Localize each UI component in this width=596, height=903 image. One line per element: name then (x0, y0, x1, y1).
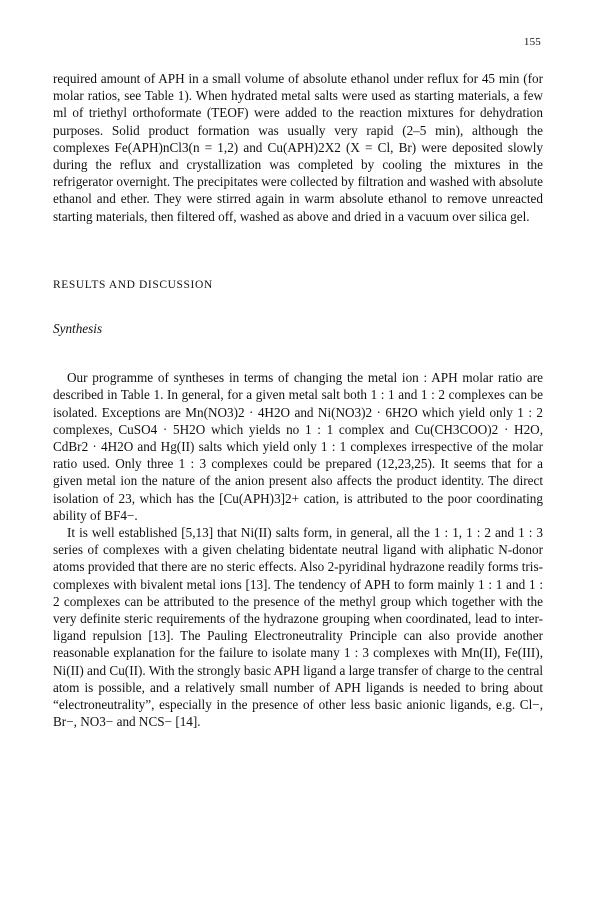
methods-paragraph: required amount of APH in a small volume of absolute ethanol under reflux for 45 min (for molar ratios, see Table 1). When hydrated metal salts were used as starting materials, a few ml of triethyl orthoformate (TEOF) were added to the reaction mixtures for dehydration purposes. Solid product formation was usually very rapid (2–5 min), although the complexes Fe(APH)nCl3(n = 1,2) and Cu(APH)2X2 (X = Cl, Br) were deposited slowly during the reflux and crystallization was completed by cooling the mixtures in the refrigerator overnight. The precipitates were collected by filtration and washed with absolute ethanol and ether. They were stirred again in warm absolute ethanol to remove unreacted starting materials, then filtered off, washed as above and dried in a vacuum over silica gel. (53, 71, 543, 224)
page-number: 155 (523, 36, 541, 48)
subsection-heading: Synthesis (53, 321, 103, 337)
synthesis-paragraph-2: It is well established [5,13] that Ni(II) salts form, in general, all the 1 : 1, 1 : 2 and 1 : 3 series of complexes with a given chelating bidentate neutral ligand with aliphatic N-donor atoms provided that there are no steric effects. Also 2-pyridinal hydrazone readily forms tris-complexes with bivalent metal ions [13]. The tendency of APH to form mainly 1 : 1 and 1 : 2 complexes can be attributed to the presence of the methyl group which together with the very definite steric requirements of the hydrazone grouping when coordinated, lead to inter-ligand repulsion [13]. The Pauling Electroneutrality Principle can also provide another reasonable explanation for the failure to isolate many 1 : 3 complexes with Mn(II), Fe(III), Ni(II) and Cu(II). With the strongly basic APH ligand a large transfer of charge to the central atom is possible, and a relatively small number of APH ligands is needed to bring about “electroneutrality”, especially in the presence of other less basic anionic ligands, e.g. Cl−, Br−, NO3− and NCS− [14]. (53, 525, 543, 730)
synthesis-paragraph-1: Our programme of syntheses in terms of changing the metal ion : APH molar ratio are described in Table 1. In general, for a given metal salt both 1 : 1 and 1 : 2 complexes can be isolated. Exceptions are Mn(NO3)2 · 4H2O and Ni(NO3)2 · 6H2O which yield only 1 : 2 complexes, CuSO4 · 5H2O which yields no 1 : 1 complex and Cu(CH3COO)2 · H2O, CdBr2 · 4H2O and Hg(II) salts which yield only 1 : 1 complexes irrespective of the molar ratio used. Only three 1 : 3 complexes could be prepared (12,23,25). It seems that for a given metal ion the nature of the anion present also affects the product identity. The direct isolation of 23, which has the [Cu(APH)3]2+ cation, is attributed to the poor coordinating ability of BF4−. (53, 370, 543, 523)
section-heading: RESULTS AND DISCUSSION (53, 278, 213, 291)
page-content (53, 70, 543, 731)
